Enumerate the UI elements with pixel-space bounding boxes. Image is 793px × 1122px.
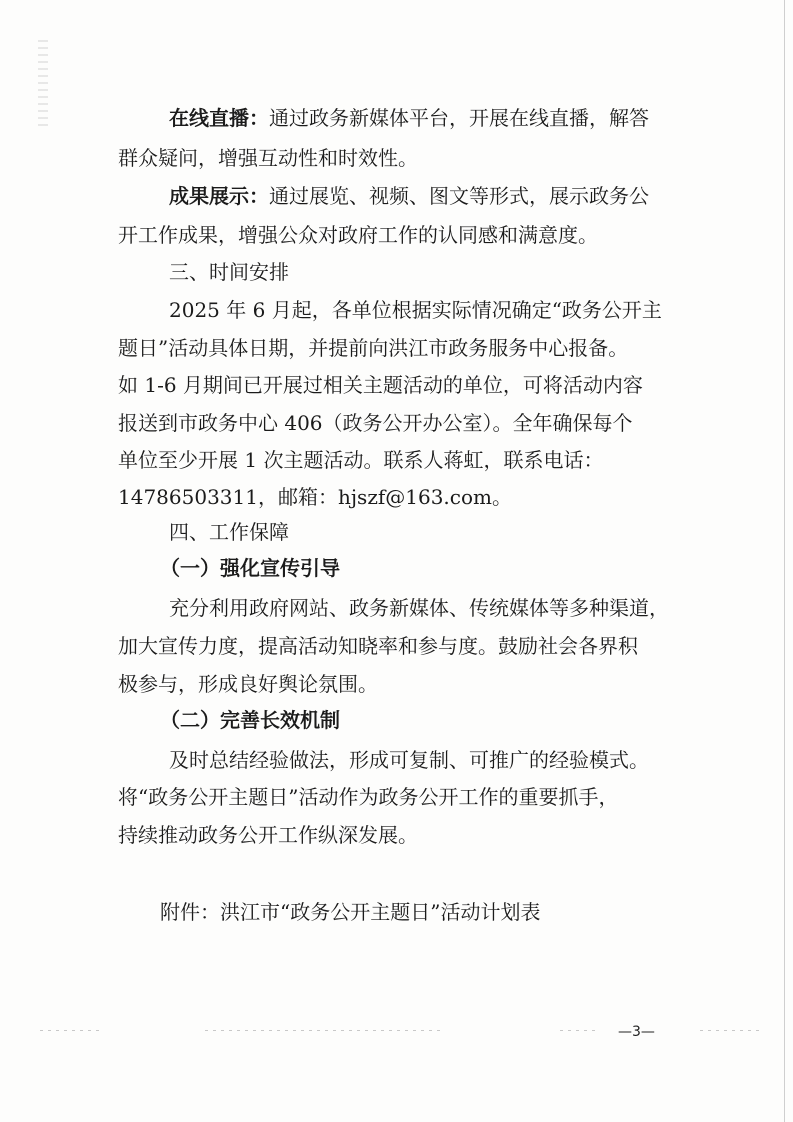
scan-artifact: [560, 1030, 600, 1031]
paragraph-line: 将“政务公开主题日”活动作为政务公开工作的重要抓手，: [118, 785, 619, 809]
paragraph-text: 通过展览、视频、图文等形式，展示政务公: [269, 184, 649, 208]
paragraph-online-live: [169, 106, 649, 130]
paragraph-lead: 成果展示：: [169, 184, 269, 208]
subheading-mechanism: （二）完善长效机制: [160, 708, 340, 732]
paragraph-line: 单位至少开展 1 次主题活动。联系人蒋虹，联系电话：: [118, 448, 604, 472]
page-number: —3—: [618, 1024, 655, 1040]
section-heading-schedule: 三、时间安排: [169, 260, 289, 284]
paragraph-line: 及时总结经验做法，形成可复制、可推广的经验模式。: [169, 748, 649, 772]
paragraph-line: 2025 年 6 月起，各单位根据实际情况确定“政务公开主: [169, 298, 662, 322]
subheading-publicity: （一）强化宣传引导: [160, 556, 340, 580]
paragraph-line: 持续推动政务公开工作纵深发展。: [118, 823, 418, 847]
section-heading-guarantee: 四、工作保障: [169, 520, 289, 544]
scan-speckle: [38, 40, 48, 130]
paragraph-line: 题日”活动具体日期，并提前向洪江市政务服务中心报备。: [118, 336, 629, 360]
paragraph-line: 充分利用政府网站、政务新媒体、传统媒体等多种渠道，: [169, 596, 669, 620]
paragraph-line: 开工作成果，增强公众对政府工作的认同感和满意度。: [118, 223, 598, 247]
attachment-line: 附件：洪江市“政务公开主题日”活动计划表: [160, 900, 541, 924]
paragraph-line-contact: 14786503311，邮箱：hjszf@163.com。: [118, 485, 512, 509]
scan-artifact: [700, 1030, 760, 1031]
scan-artifact: [205, 1030, 445, 1031]
paragraph-line: 群众疑问，增强互动性和时效性。: [118, 146, 418, 170]
paragraph-line: 极参与，形成良好舆论氛围。: [118, 672, 378, 696]
paragraph-results-display: [169, 184, 649, 208]
paragraph-line: 加大宣传力度，提高活动知晓率和参与度。鼓励社会各界积: [118, 634, 638, 658]
paragraph-line: 报送到市政务中心 406（政务公开办公室）。全年确保每个: [118, 411, 633, 435]
paragraph-line: 如 1-6 月期间已开展过相关主题活动的单位，可将活动内容: [118, 373, 643, 397]
scan-edge: [784, 0, 785, 1122]
paragraph-lead: 在线直播：: [169, 106, 269, 130]
paragraph-text: 通过政务新媒体平台，开展在线直播，解答: [269, 106, 649, 130]
scan-artifact: [40, 1030, 100, 1031]
